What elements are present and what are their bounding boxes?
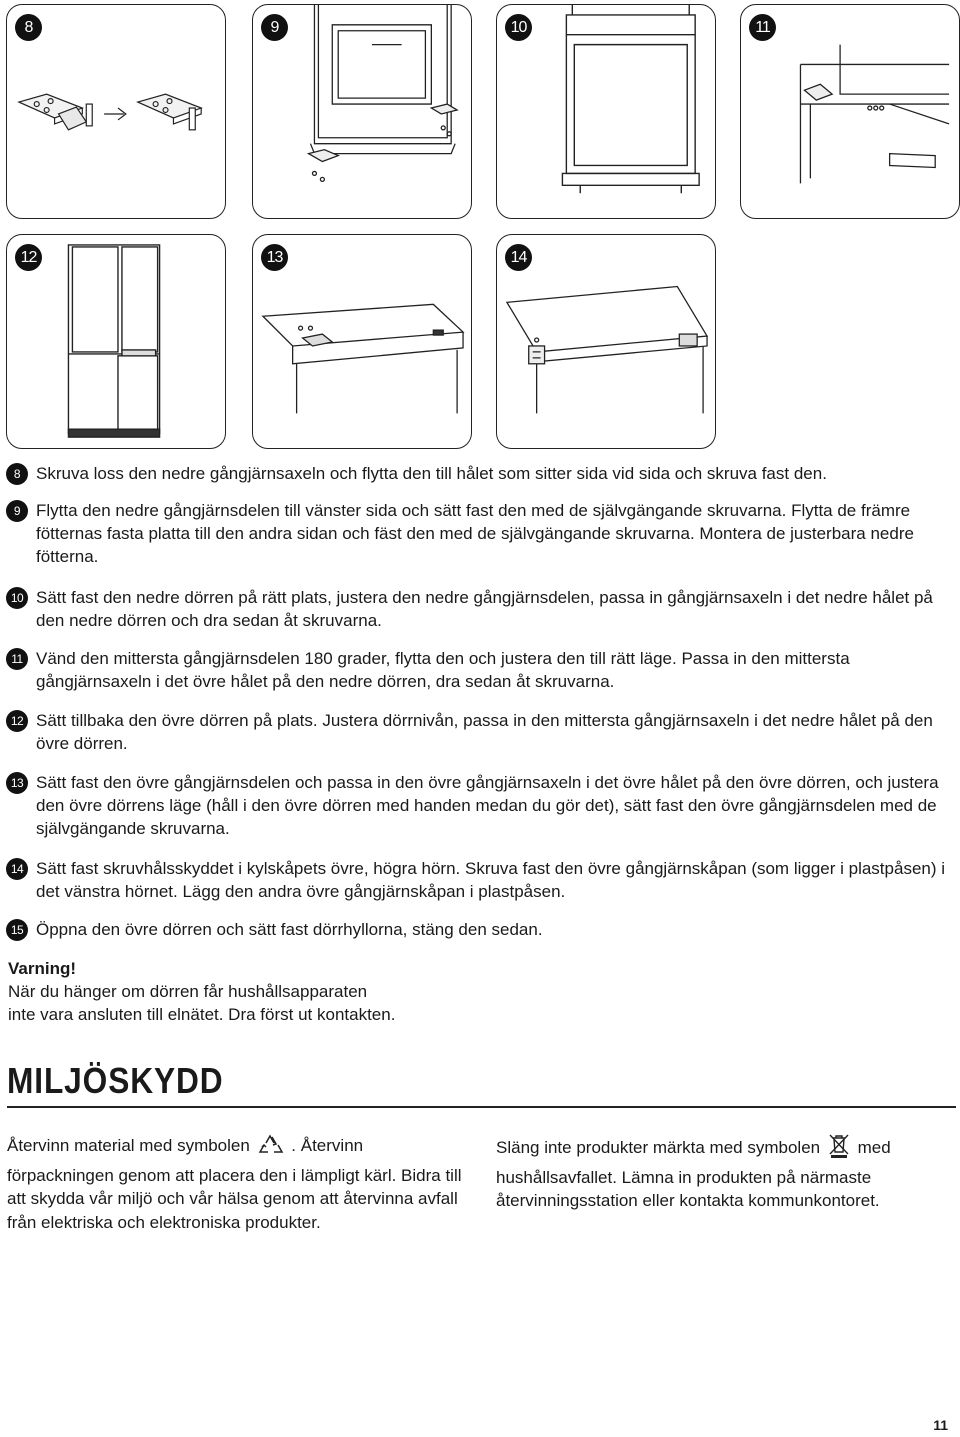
step-text: Sätt tillbaka den övre dörren på plats. Justera dörrnivån, passa in den mittersta gångjärnsaxeln i det nedre hålet på den övre dörren.	[36, 711, 933, 753]
warning-block	[8, 957, 395, 1026]
step-number: 9	[6, 500, 28, 522]
step-text: Flytta den nedre gångjärnsdelen till vänster sida och sätt fast den med de självgängande skruvarna. Flytta de främre fötternas fasta platta till den andra sidan och fäst den med de självgängande skruvarna. Montera de justerbara nedre fötterna.	[36, 501, 914, 566]
step-number: 13	[6, 772, 28, 794]
instruction-step-14	[6, 857, 951, 903]
panel-step-11	[740, 4, 960, 219]
panel-number: 11	[749, 14, 776, 41]
disposal-text-end: med hushållsavfallet. Lämna in produkten på närmaste återvinningsstation eller kontakta kommunkontoret.	[496, 1138, 891, 1210]
section-heading: MILJÖSKYDD	[7, 1060, 224, 1101]
step-number: 10	[6, 587, 28, 609]
warning-text-line: inte vara ansluten till elnätet. Dra först ut kontakten.	[8, 1005, 396, 1024]
panel-step-14	[496, 234, 716, 449]
hinge-cover-illustration	[497, 235, 715, 448]
crossed-bin-icon	[827, 1144, 856, 1163]
panel-step-9	[252, 4, 472, 219]
instruction-step-15	[6, 918, 951, 941]
top-hinge-illustration	[253, 235, 471, 448]
disposal-text-start: Släng inte produkter märkta med symbolen	[496, 1138, 821, 1157]
fridge-bottom-illustration	[253, 5, 471, 218]
panel-step-8	[6, 4, 226, 219]
recycling-text-start: Återvinn material med symbolen	[7, 1136, 250, 1155]
panel-number: 10	[505, 14, 532, 41]
instruction-step-11	[6, 647, 951, 693]
warning-title: Varning!	[8, 959, 77, 978]
recycling-paragraph	[7, 1133, 462, 1234]
panel-step-12	[6, 234, 226, 449]
step-text: Sätt fast den övre gångjärnsdelen och passa in den övre gångjärnsaxeln i det övre hålet på den övre dörren, och justera den övre dörrens läge (håll i den övre dörren med handen medan du gör det), sätt fast den övre gångjärnsdelen med de självgängande skruvarna.	[36, 773, 939, 838]
full-fridge-illustration	[7, 235, 225, 448]
recycling-text-end: . Återvinn förpackningen genom att placera den i lämpligt kärl. Bidra till att skydda vår miljö och vår hälsa genom att återvinna avfall från elektriska och elektroniska produkter.	[7, 1136, 462, 1232]
instruction-step-9	[6, 499, 951, 568]
panel-number: 13	[261, 244, 288, 271]
recycle-icon	[257, 1142, 290, 1161]
panel-step-10	[496, 4, 716, 219]
step-text: Öppna den övre dörren och sätt fast dörrhyllorna, stäng den sedan.	[36, 920, 543, 939]
panel-number: 14	[505, 244, 532, 271]
warning-text-line: När du hänger om dörren får hushållsapparaten	[8, 982, 368, 1001]
middle-hinge-illustration	[741, 5, 959, 218]
step-number: 14	[6, 858, 28, 880]
panel-number: 12	[15, 244, 42, 271]
step-text: Skruva loss den nedre gångjärnsaxeln och flytta den till hålet som sitter sida vid sida och skruva fast den.	[36, 464, 827, 483]
step-text: Sätt fast skruvhålsskyddet i kylskåpets övre, högra hörn. Skruva fast den övre gångjärnskåpan (som ligger i plastpåsen) i det vänstra hörnet. Lägg den andra övre gångjärnskåpan i plastpåsen.	[36, 859, 946, 901]
instruction-step-10	[6, 586, 951, 632]
heading-divider	[7, 1106, 956, 1108]
hinge-move-illustration	[7, 5, 225, 218]
step-text: Vänd den mittersta gångjärnsdelen 180 grader, flytta den och justera den till rätt läge. Passa in den mittersta gångjärnsaxeln i det övre hålet på den nedre dörren, dra sedan åt skruvarna.	[36, 649, 850, 691]
step-number: 15	[6, 919, 28, 941]
step-number: 12	[6, 710, 28, 732]
page-number: 11	[933, 1417, 948, 1433]
step-number: 8	[6, 463, 28, 485]
step-text: Sätt fast den nedre dörren på rätt plats, justera den nedre gångjärnsdelen, passa in gångjärnsaxeln i det nedre hålet på den nedre dörren och dra sedan åt skruvarna.	[36, 588, 933, 630]
step-number: 11	[6, 648, 28, 670]
panel-number: 8	[15, 14, 42, 41]
instruction-step-13	[6, 771, 951, 840]
lower-door-illustration	[497, 5, 715, 218]
panel-step-13	[252, 234, 472, 449]
instruction-step-12	[6, 709, 951, 755]
panel-number: 9	[261, 14, 288, 41]
disposal-paragraph	[496, 1133, 948, 1213]
instruction-step-8	[6, 462, 951, 485]
